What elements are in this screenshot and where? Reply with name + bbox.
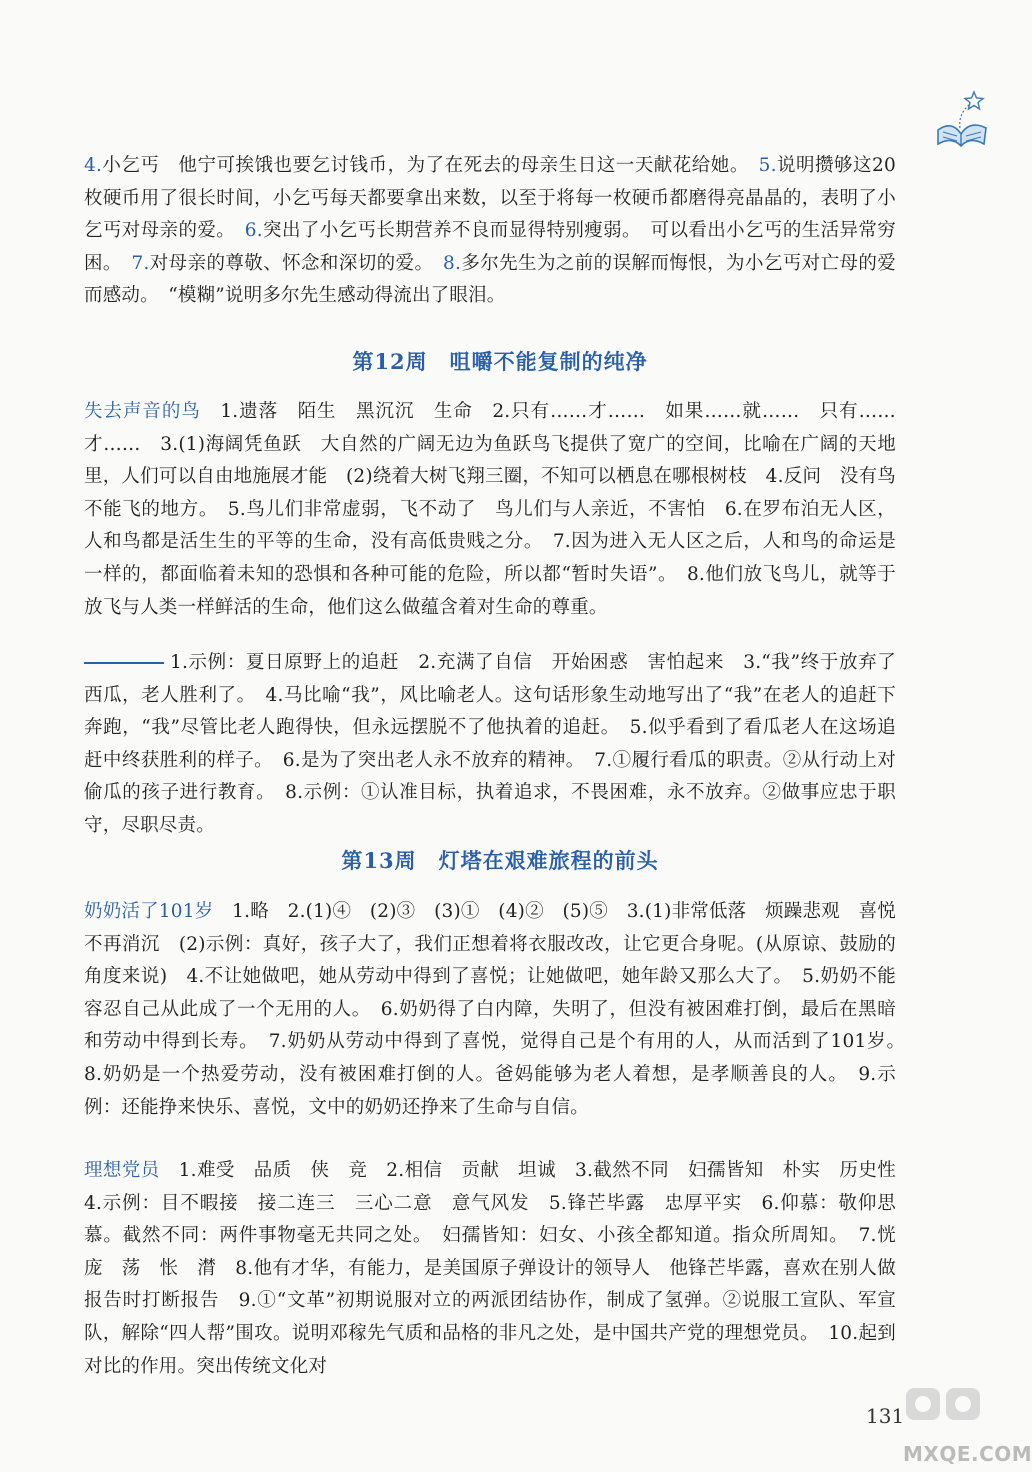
book-star-icon <box>930 90 992 148</box>
watermark-text: MXQE.COM <box>903 1442 1032 1466</box>
title-blank-line <box>84 662 164 664</box>
answer-paragraph-grandma: 奶奶活了101岁 1.略 2.(1)④ (2)③ (3)① (4)② (5)⑤ 3.(1)非常低落 烦躁悲观 喜悦 不再消沉 (2)示例：真好，孩子大了，我们正想着将衣服改改，让它更合身呢。(从原谅、鼓励的角度来说) 4.不让她做吧，她从劳动中得到了喜悦；让她做吧，她年龄又那么大了。 5.奶奶不能容忍自己从此成了一个无用的人。 6.奶奶得了白内障，失明了，但没有被困难打倒，最后在黑暗和劳动中得到长寿。 7.奶奶从劳动中得到了喜悦，觉得自己是个有用的人，从而活到了101岁。 8.奶奶是一个热爱劳动，没有被困难打倒的人。爸妈能够为老人着想，是孝顺善良的人。 9.示例：还能挣来快乐、喜悦，文中的奶奶还挣来了生命与自信。 <box>84 901 915 1118</box>
answer-paragraph-bird: 失去声音的鸟 1.遗落 陌生 黑沉沉 生命 2.只有……才…… 如果……就…… 只有……才…… 3.(1)海阔凭鱼跃 大自然的广阔无边为鱼跃鸟飞提供了宽广的空间，比喻在广阔的天地里，人们可以自由地施展才能 (2)绕着大树飞翔三圈，不知可以栖息在哪根树枝 4.反问 没有鸟不能飞的地方。 5.鸟儿们非常虚弱，飞不动了 鸟儿们与人亲近，不害怕 6.在罗布泊无人区，人和鸟都是活生生的平等的生命，没有高低贵贱之分。 7.因为进入无人区之后，人和鸟的命运是一样的，都面临着未知的恐惧和各种可能的危险，所以都“暂时失语”。 8.他们放飞鸟儿，就等于放飞与人类一样鲜活的生命，他们这么做蕴含着对生命的尊重。 <box>84 401 896 618</box>
section-title-week12: 第12周 咀嚼不能复制的纯净 <box>352 349 648 374</box>
answer-paragraph-party-member: 理想党员 1.难受 品质 侠 竞 2.相信 贡献 坦诚 3.截然不同 妇孺皆知 朴实 历史性 4.示例：目不暇接 接二连三 三心二意 意气风发 5.锋芒毕露 忠厚平实 6.仰慕：敬仰思慕。截然不同：两件事物毫无共同之处。 妇孺皆知：妇女、小孩全都知道。指众所周知。 7.恍 庞 荡 怅 潸 8.他有才华，有能力，是美国原子弹设计的领导人 他锋芒毕露，喜欢在别人做报告时打断报告 9.①“文革”初期说服对立的两派团结协作，制成了氢弹。②说服工宣队、军宣队，解除“四人帮”围攻。说明邓稼先气质和品格的非凡之处，是中国共产党的理想党员。 10.起到对比的作用。突出传统文化对 <box>84 1160 915 1377</box>
answer-paragraph-1: 4.小乞丐 他宁可挨饿也要乞讨钱币，为了在死去的母亲生日这一天献花给她。 5.说明攒够这20枚硬币用了很长时间，小乞丐每天都要拿出来数，以至于将每一枚硬币都磨得亮晶晶的，表明了小乞丐对母亲的爱。 6.突出了小乞丐长期营养不良而显得特别瘦弱。 可以看出小乞丐的生活异常穷困。 7.对母亲的尊敬、怀念和深切的爱。 8.多尔先生为之前的误解而悔恨，为小乞丐对亡母的爱而感动。 “模糊”说明多尔先生感动得流出了眼泪。 <box>84 155 897 307</box>
page-number: 131 <box>866 1404 905 1428</box>
answer-paragraph-melon: 1.示例：夏日原野上的追赶 2.充满了自信 开始困惑 害怕起来 3.“我”终于放弃了西瓜，老人胜利了。 4.马比喻“我”，风比喻老人。这句话形象生动地写出了“我”在老人的追赶下奔跑，“我”尽管比老人跑得快，但永远摆脱不了他执着的追赶。 5.似乎看到了看瓜老人在这场追赶中终获胜利的样子。 6.是为了突出老人永不放弃的精神。 7.①履行看瓜的职责。②从行动上对偷瓜的孩子进行教育。 8.示例：①认准目标，执着追求，不畏困难，永不放弃。②做事应忠于职守，尽职尽责。 <box>84 652 896 836</box>
section-title-week13: 第13周 灯塔在艰难旅程的前头 <box>341 848 659 873</box>
